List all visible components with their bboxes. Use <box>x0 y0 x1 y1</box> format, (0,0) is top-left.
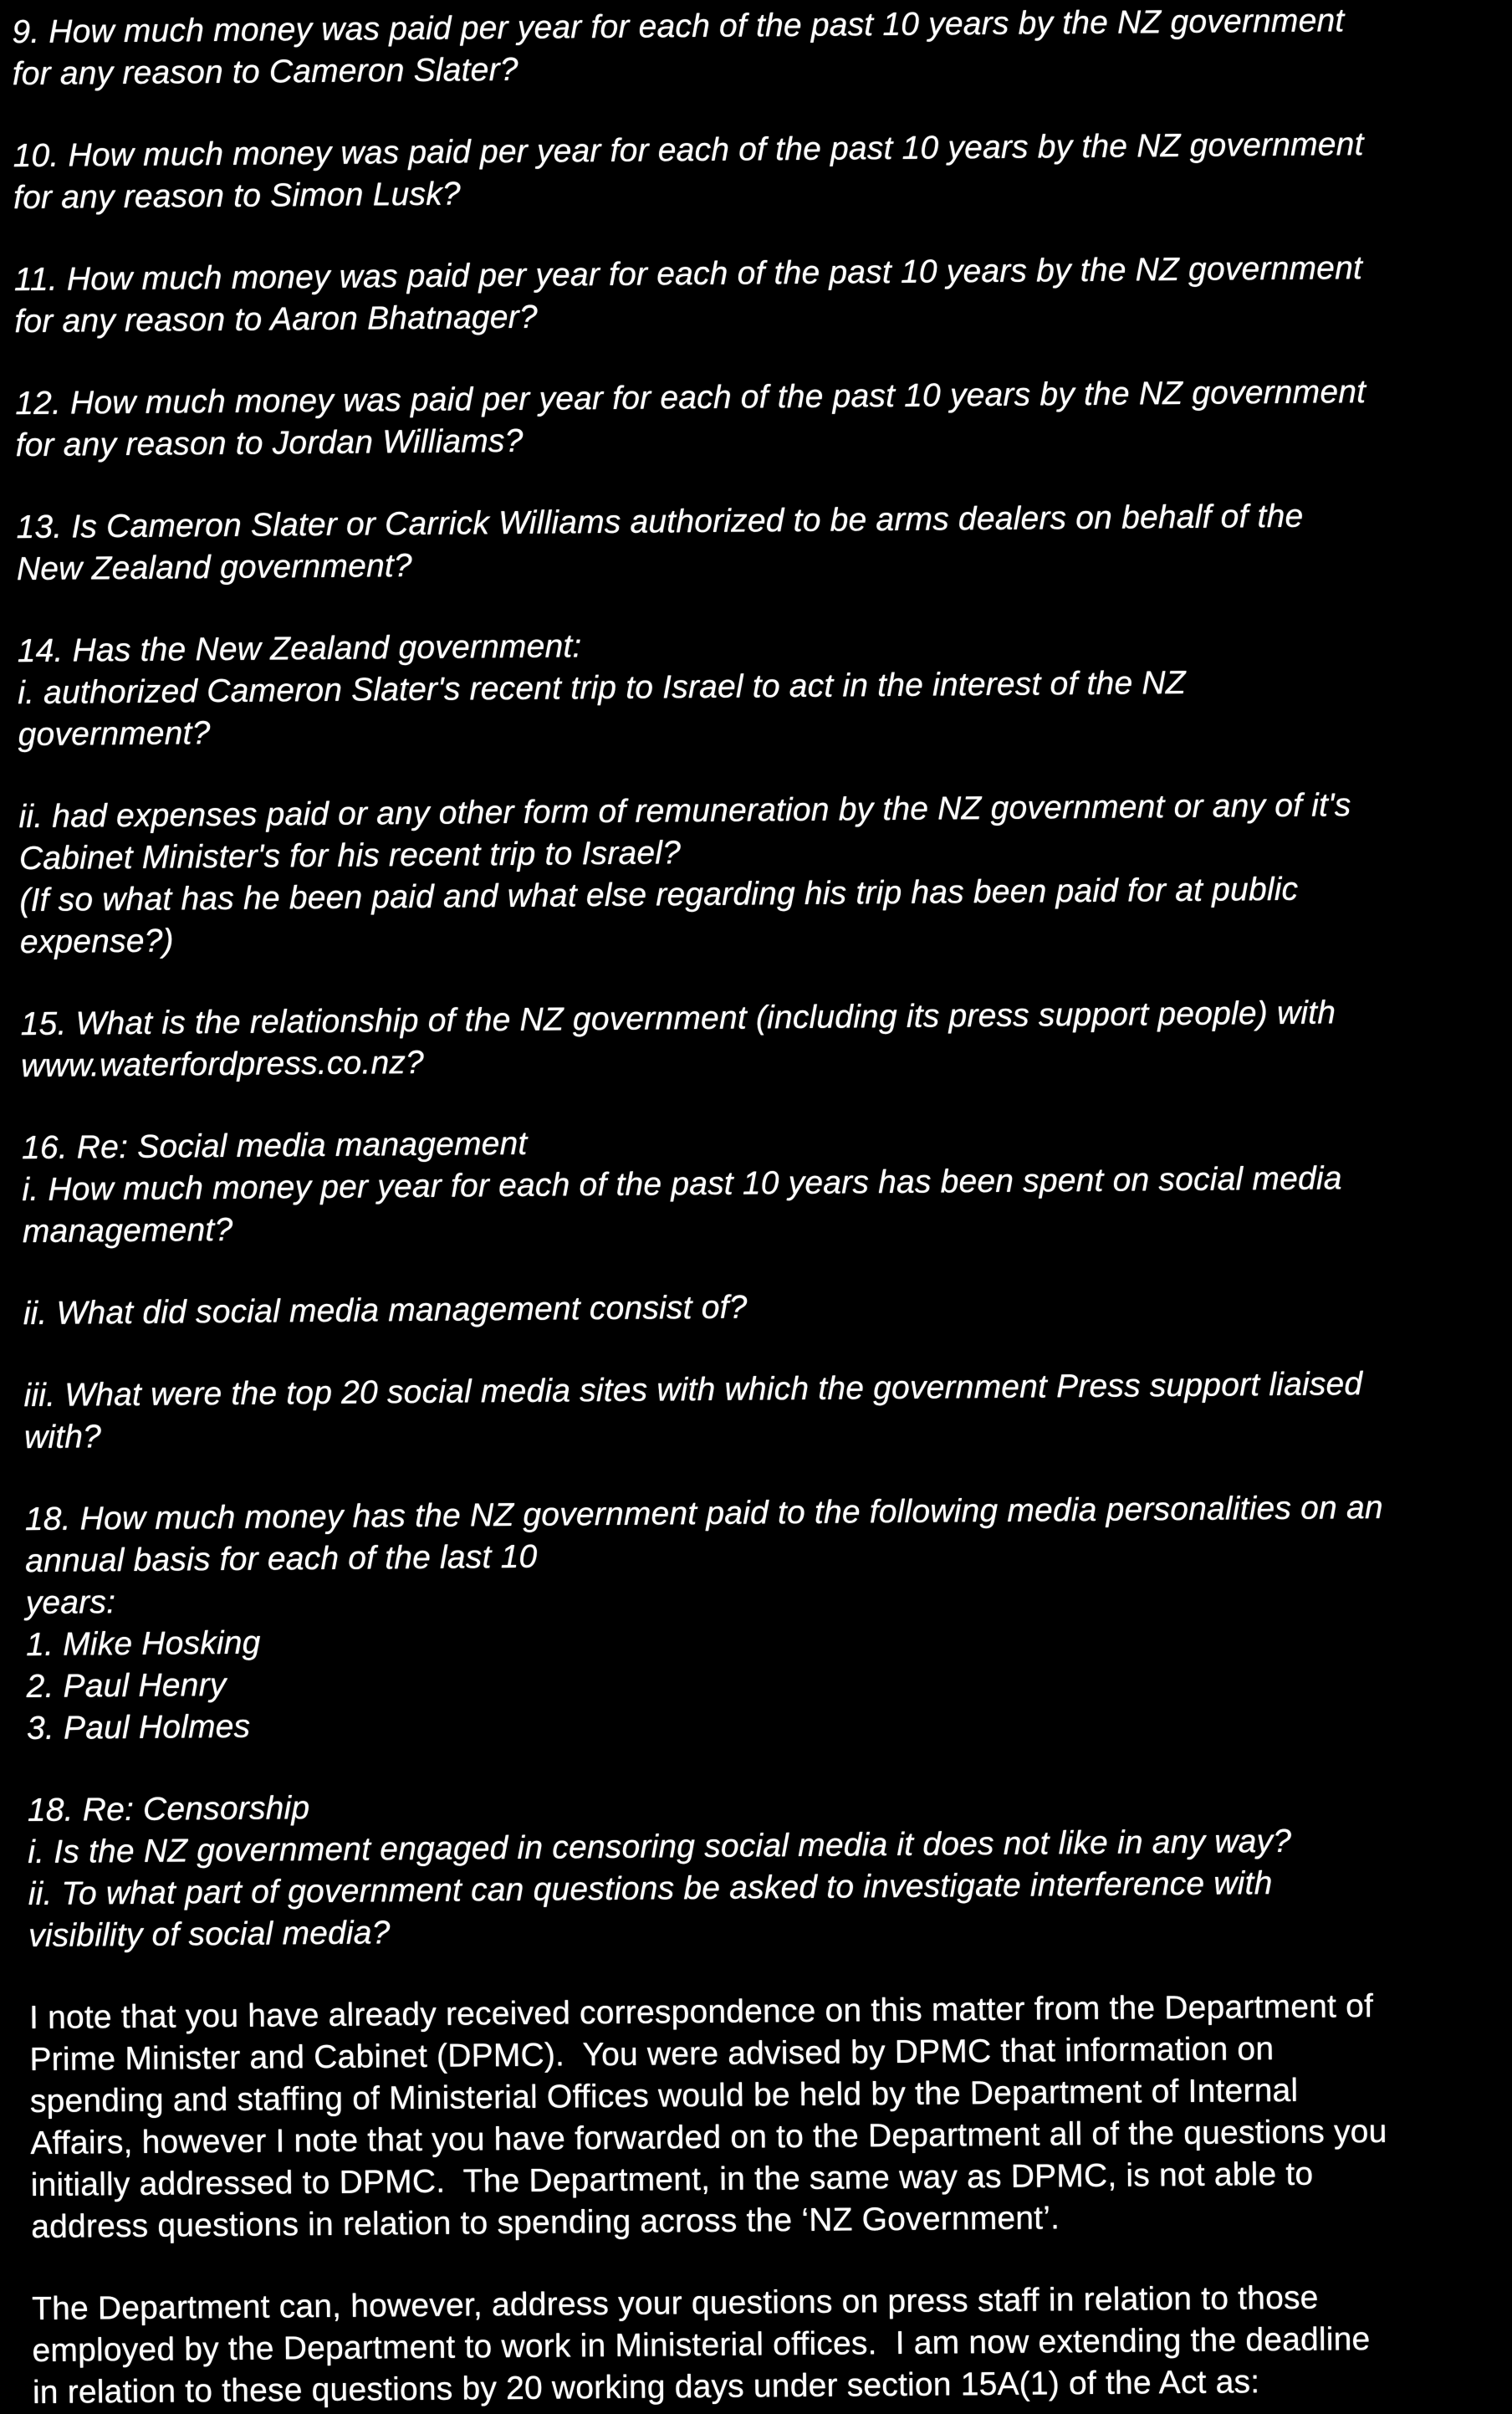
question-13: 13. Is Cameron Slater or Carrick Williams authorized to be arms dealers on behalf of the New Zealand government? <box>16 498 1304 588</box>
question-14-ii: ii. had expenses paid or any other form of remuneration by the NZ government or any of it's Cabinet Minister's for his recent trip to Israel? (If so what has he been paid and what else regarding his trip has been paid for at public expense?) <box>18 787 1351 961</box>
question-18-media: 18. How much money has the NZ government paid to the following media personalities on an annual basis for each of the last 10 years: 1. Mike Hosking 2. Paul Henry 3. Paul Holmes <box>24 1489 1383 1747</box>
question-10: 10. How much money was paid per year for each of the past 10 years by the NZ government for any reason to Simon Lusk? <box>13 126 1364 217</box>
question-16-iii: iii. What were the top 20 social media sites with which the government Press support liaised with? <box>23 1366 1363 1456</box>
question-9: 9. How much money was paid per year for each of the past 10 years by the NZ government for any reason to Cameron Slater? <box>12 3 1345 93</box>
question-16-ii: ii. What did social media management consist of? <box>23 1289 748 1332</box>
paragraph-dpmc-note: I note that you have already received correspondence on this matter from the Department of Prime Minister and Cabinet (DPMC). You were advised by DPMC that information on spending and staffing of Ministerial Offices would be held by the Department of Internal Affairs, however I note that you have forwarded on to the Department all of the questions you initially addressed to DPMC. The Department, in the same way as DPMC, is not able to address questions in relation to spending across the ‘NZ Government’. <box>28 1988 1387 2246</box>
question-18-censorship: 18. Re: Censorship i. Is the NZ government engaged in censoring social media it does not like in any way? ii. To what part of government can questions be asked to investigate interference with visibility of social media? <box>27 1790 1292 1955</box>
question-11: 11. How much money was paid per year for each of the past 10 years by the NZ government for any reason to Aaron Bhatnager? <box>13 250 1363 340</box>
paragraph-deadline-extension: The Department can, however, address your questions on press staff in relation to those employed by the Department to work in Ministerial offices. I am now extending the deadline in relation to these questions by 20 working days under section 15A(1) of the Act as: <box>31 2279 1371 2411</box>
question-15: 15. What is the relationship of the NZ government (including its press support people) with www.waterfordpress.co.nz? <box>20 995 1336 1085</box>
question-12: 12. How much money was paid per year for each of the past 10 years by the NZ government for any reason to Jordan Williams? <box>15 374 1366 464</box>
question-14: 14. Has the New Zealand government: i. authorized Cameron Slater's recent trip to Israel to act in the interest of the NZ government? <box>17 628 1186 754</box>
question-16: 16. Re: Social media management i. How much money per year for each of the past 10 years has been spent on social media management? <box>21 1125 1342 1250</box>
